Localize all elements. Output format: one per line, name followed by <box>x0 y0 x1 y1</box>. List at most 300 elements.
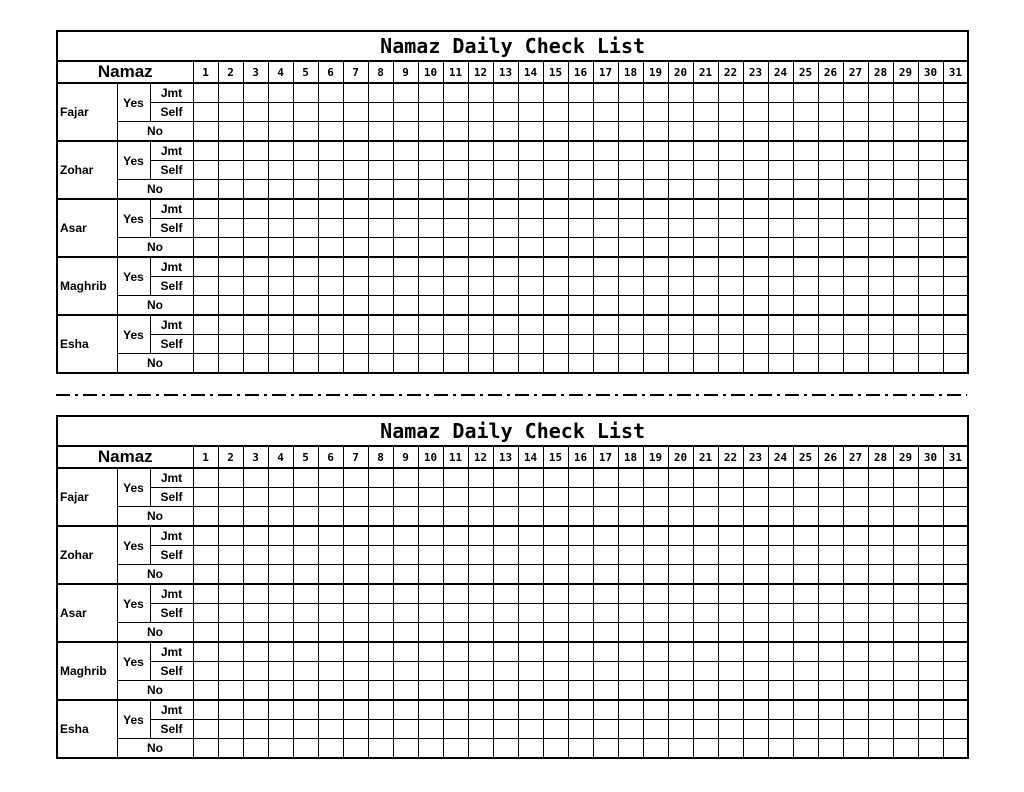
check-cell-self[interactable] <box>343 662 368 681</box>
check-cell-self[interactable] <box>618 335 643 354</box>
check-cell-no[interactable] <box>618 354 643 374</box>
check-cell-no[interactable] <box>793 296 818 316</box>
check-cell-no[interactable] <box>443 565 468 585</box>
check-cell-self[interactable] <box>793 277 818 296</box>
check-cell-no[interactable] <box>843 681 868 701</box>
check-cell-jmt[interactable] <box>943 700 968 720</box>
check-cell-self[interactable] <box>268 277 293 296</box>
check-cell-no[interactable] <box>868 238 893 258</box>
check-cell-jmt[interactable] <box>868 584 893 604</box>
check-cell-self[interactable] <box>268 488 293 507</box>
check-cell-jmt[interactable] <box>243 584 268 604</box>
check-cell-no[interactable] <box>618 681 643 701</box>
check-cell-jmt[interactable] <box>318 257 343 277</box>
check-cell-no[interactable] <box>193 507 218 527</box>
check-cell-no[interactable] <box>568 354 593 374</box>
check-cell-self[interactable] <box>768 335 793 354</box>
check-cell-jmt[interactable] <box>768 199 793 219</box>
check-cell-self[interactable] <box>468 103 493 122</box>
check-cell-no[interactable] <box>643 238 668 258</box>
check-cell-no[interactable] <box>218 739 243 759</box>
check-cell-no[interactable] <box>493 180 518 200</box>
check-cell-jmt[interactable] <box>818 141 843 161</box>
check-cell-self[interactable] <box>768 546 793 565</box>
check-cell-no[interactable] <box>918 739 943 759</box>
check-cell-self[interactable] <box>393 720 418 739</box>
check-cell-self[interactable] <box>243 161 268 180</box>
check-cell-jmt[interactable] <box>668 199 693 219</box>
check-cell-no[interactable] <box>318 354 343 374</box>
check-cell-self[interactable] <box>668 219 693 238</box>
check-cell-self[interactable] <box>868 277 893 296</box>
check-cell-jmt[interactable] <box>718 700 743 720</box>
check-cell-jmt[interactable] <box>418 257 443 277</box>
check-cell-no[interactable] <box>318 296 343 316</box>
check-cell-self[interactable] <box>293 335 318 354</box>
check-cell-self[interactable] <box>843 277 868 296</box>
check-cell-jmt[interactable] <box>443 700 468 720</box>
check-cell-no[interactable] <box>243 180 268 200</box>
check-cell-self[interactable] <box>518 488 543 507</box>
check-cell-no[interactable] <box>743 296 768 316</box>
check-cell-self[interactable] <box>218 720 243 739</box>
check-cell-no[interactable] <box>643 739 668 759</box>
check-cell-jmt[interactable] <box>618 700 643 720</box>
check-cell-self[interactable] <box>943 219 968 238</box>
check-cell-no[interactable] <box>743 122 768 142</box>
check-cell-no[interactable] <box>343 238 368 258</box>
check-cell-self[interactable] <box>618 662 643 681</box>
check-cell-self[interactable] <box>468 219 493 238</box>
check-cell-self[interactable] <box>218 546 243 565</box>
check-cell-self[interactable] <box>718 219 743 238</box>
check-cell-jmt[interactable] <box>768 315 793 335</box>
check-cell-jmt[interactable] <box>568 468 593 488</box>
check-cell-jmt[interactable] <box>218 83 243 103</box>
check-cell-jmt[interactable] <box>343 642 368 662</box>
check-cell-jmt[interactable] <box>493 199 518 219</box>
check-cell-no[interactable] <box>518 739 543 759</box>
check-cell-jmt[interactable] <box>793 315 818 335</box>
check-cell-self[interactable] <box>693 546 718 565</box>
check-cell-self[interactable] <box>618 219 643 238</box>
check-cell-no[interactable] <box>593 354 618 374</box>
check-cell-jmt[interactable] <box>568 642 593 662</box>
check-cell-self[interactable] <box>343 488 368 507</box>
check-cell-self[interactable] <box>218 488 243 507</box>
check-cell-self[interactable] <box>243 277 268 296</box>
check-cell-no[interactable] <box>793 238 818 258</box>
check-cell-self[interactable] <box>393 546 418 565</box>
check-cell-no[interactable] <box>718 238 743 258</box>
check-cell-no[interactable] <box>693 180 718 200</box>
check-cell-no[interactable] <box>543 681 568 701</box>
check-cell-self[interactable] <box>518 335 543 354</box>
check-cell-jmt[interactable] <box>393 141 418 161</box>
check-cell-self[interactable] <box>218 335 243 354</box>
check-cell-no[interactable] <box>368 507 393 527</box>
check-cell-no[interactable] <box>818 623 843 643</box>
check-cell-no[interactable] <box>243 623 268 643</box>
check-cell-no[interactable] <box>643 681 668 701</box>
check-cell-self[interactable] <box>918 103 943 122</box>
check-cell-self[interactable] <box>543 219 568 238</box>
check-cell-jmt[interactable] <box>418 642 443 662</box>
check-cell-jmt[interactable] <box>818 315 843 335</box>
check-cell-jmt[interactable] <box>943 642 968 662</box>
check-cell-self[interactable] <box>668 546 693 565</box>
check-cell-no[interactable] <box>743 180 768 200</box>
check-cell-no[interactable] <box>593 681 618 701</box>
check-cell-self[interactable] <box>543 546 568 565</box>
check-cell-jmt[interactable] <box>543 642 568 662</box>
check-cell-no[interactable] <box>493 238 518 258</box>
check-cell-self[interactable] <box>843 546 868 565</box>
check-cell-jmt[interactable] <box>543 700 568 720</box>
check-cell-no[interactable] <box>893 507 918 527</box>
check-cell-no[interactable] <box>543 238 568 258</box>
check-cell-jmt[interactable] <box>568 141 593 161</box>
check-cell-no[interactable] <box>468 623 493 643</box>
check-cell-no[interactable] <box>718 565 743 585</box>
check-cell-jmt[interactable] <box>218 526 243 546</box>
check-cell-jmt[interactable] <box>843 700 868 720</box>
check-cell-self[interactable] <box>243 720 268 739</box>
check-cell-no[interactable] <box>568 238 593 258</box>
check-cell-no[interactable] <box>893 122 918 142</box>
check-cell-no[interactable] <box>418 681 443 701</box>
check-cell-self[interactable] <box>568 604 593 623</box>
check-cell-no[interactable] <box>768 623 793 643</box>
check-cell-jmt[interactable] <box>718 83 743 103</box>
check-cell-no[interactable] <box>868 507 893 527</box>
check-cell-no[interactable] <box>343 739 368 759</box>
check-cell-self[interactable] <box>368 662 393 681</box>
check-cell-jmt[interactable] <box>493 642 518 662</box>
check-cell-jmt[interactable] <box>493 257 518 277</box>
check-cell-self[interactable] <box>193 335 218 354</box>
check-cell-jmt[interactable] <box>268 199 293 219</box>
check-cell-no[interactable] <box>343 354 368 374</box>
check-cell-self[interactable] <box>918 662 943 681</box>
check-cell-jmt[interactable] <box>343 468 368 488</box>
check-cell-self[interactable] <box>718 335 743 354</box>
check-cell-no[interactable] <box>218 681 243 701</box>
check-cell-jmt[interactable] <box>568 526 593 546</box>
check-cell-jmt[interactable] <box>568 315 593 335</box>
check-cell-jmt[interactable] <box>518 700 543 720</box>
check-cell-self[interactable] <box>743 161 768 180</box>
check-cell-no[interactable] <box>293 565 318 585</box>
check-cell-self[interactable] <box>893 335 918 354</box>
check-cell-no[interactable] <box>468 681 493 701</box>
check-cell-self[interactable] <box>718 488 743 507</box>
check-cell-no[interactable] <box>868 122 893 142</box>
check-cell-self[interactable] <box>193 546 218 565</box>
check-cell-no[interactable] <box>593 565 618 585</box>
check-cell-no[interactable] <box>768 180 793 200</box>
check-cell-jmt[interactable] <box>693 257 718 277</box>
check-cell-no[interactable] <box>218 238 243 258</box>
check-cell-self[interactable] <box>343 103 368 122</box>
check-cell-self[interactable] <box>518 546 543 565</box>
check-cell-self[interactable] <box>668 720 693 739</box>
check-cell-no[interactable] <box>618 739 643 759</box>
check-cell-jmt[interactable] <box>368 468 393 488</box>
check-cell-self[interactable] <box>568 662 593 681</box>
check-cell-no[interactable] <box>768 122 793 142</box>
check-cell-jmt[interactable] <box>368 141 393 161</box>
check-cell-self[interactable] <box>668 604 693 623</box>
check-cell-self[interactable] <box>468 662 493 681</box>
check-cell-no[interactable] <box>818 681 843 701</box>
check-cell-no[interactable] <box>918 565 943 585</box>
check-cell-no[interactable] <box>218 122 243 142</box>
check-cell-jmt[interactable] <box>693 700 718 720</box>
check-cell-self[interactable] <box>843 720 868 739</box>
check-cell-self[interactable] <box>818 546 843 565</box>
check-cell-jmt[interactable] <box>193 526 218 546</box>
check-cell-no[interactable] <box>293 354 318 374</box>
check-cell-jmt[interactable] <box>643 83 668 103</box>
check-cell-jmt[interactable] <box>793 468 818 488</box>
check-cell-jmt[interactable] <box>818 526 843 546</box>
check-cell-no[interactable] <box>218 565 243 585</box>
check-cell-jmt[interactable] <box>943 141 968 161</box>
check-cell-jmt[interactable] <box>943 584 968 604</box>
check-cell-jmt[interactable] <box>193 199 218 219</box>
check-cell-jmt[interactable] <box>618 199 643 219</box>
check-cell-self[interactable] <box>193 103 218 122</box>
check-cell-no[interactable] <box>918 507 943 527</box>
check-cell-self[interactable] <box>793 488 818 507</box>
check-cell-self[interactable] <box>243 335 268 354</box>
check-cell-no[interactable] <box>743 681 768 701</box>
check-cell-no[interactable] <box>243 354 268 374</box>
check-cell-jmt[interactable] <box>818 83 843 103</box>
check-cell-self[interactable] <box>218 277 243 296</box>
check-cell-jmt[interactable] <box>268 526 293 546</box>
check-cell-no[interactable] <box>893 238 918 258</box>
check-cell-jmt[interactable] <box>468 257 493 277</box>
check-cell-no[interactable] <box>693 122 718 142</box>
check-cell-no[interactable] <box>268 296 293 316</box>
check-cell-jmt[interactable] <box>243 199 268 219</box>
check-cell-jmt[interactable] <box>368 257 393 277</box>
check-cell-no[interactable] <box>818 180 843 200</box>
check-cell-self[interactable] <box>268 604 293 623</box>
check-cell-no[interactable] <box>768 565 793 585</box>
check-cell-self[interactable] <box>918 219 943 238</box>
check-cell-jmt[interactable] <box>893 584 918 604</box>
check-cell-no[interactable] <box>218 180 243 200</box>
check-cell-self[interactable] <box>943 488 968 507</box>
check-cell-no[interactable] <box>693 565 718 585</box>
check-cell-self[interactable] <box>843 604 868 623</box>
check-cell-self[interactable] <box>393 219 418 238</box>
check-cell-no[interactable] <box>268 122 293 142</box>
check-cell-jmt[interactable] <box>643 199 668 219</box>
check-cell-no[interactable] <box>518 623 543 643</box>
check-cell-jmt[interactable] <box>443 315 468 335</box>
check-cell-self[interactable] <box>543 720 568 739</box>
check-cell-jmt[interactable] <box>343 141 368 161</box>
check-cell-no[interactable] <box>193 681 218 701</box>
check-cell-no[interactable] <box>418 739 443 759</box>
check-cell-no[interactable] <box>593 238 618 258</box>
check-cell-jmt[interactable] <box>668 526 693 546</box>
check-cell-jmt[interactable] <box>693 584 718 604</box>
check-cell-self[interactable] <box>793 662 818 681</box>
check-cell-no[interactable] <box>568 623 593 643</box>
check-cell-self[interactable] <box>693 335 718 354</box>
check-cell-jmt[interactable] <box>693 83 718 103</box>
check-cell-no[interactable] <box>193 354 218 374</box>
check-cell-jmt[interactable] <box>618 584 643 604</box>
check-cell-no[interactable] <box>368 122 393 142</box>
check-cell-no[interactable] <box>493 623 518 643</box>
check-cell-self[interactable] <box>643 161 668 180</box>
check-cell-self[interactable] <box>343 161 368 180</box>
check-cell-jmt[interactable] <box>718 468 743 488</box>
check-cell-no[interactable] <box>643 354 668 374</box>
check-cell-jmt[interactable] <box>218 700 243 720</box>
check-cell-no[interactable] <box>393 238 418 258</box>
check-cell-self[interactable] <box>368 604 393 623</box>
check-cell-no[interactable] <box>318 623 343 643</box>
check-cell-jmt[interactable] <box>193 642 218 662</box>
check-cell-jmt[interactable] <box>243 315 268 335</box>
check-cell-no[interactable] <box>768 354 793 374</box>
check-cell-jmt[interactable] <box>593 526 618 546</box>
check-cell-jmt[interactable] <box>918 584 943 604</box>
check-cell-jmt[interactable] <box>218 468 243 488</box>
check-cell-jmt[interactable] <box>668 257 693 277</box>
check-cell-self[interactable] <box>443 488 468 507</box>
check-cell-jmt[interactable] <box>343 315 368 335</box>
check-cell-jmt[interactable] <box>418 584 443 604</box>
check-cell-jmt[interactable] <box>668 700 693 720</box>
check-cell-no[interactable] <box>718 739 743 759</box>
check-cell-jmt[interactable] <box>193 700 218 720</box>
check-cell-no[interactable] <box>193 180 218 200</box>
check-cell-no[interactable] <box>343 681 368 701</box>
check-cell-jmt[interactable] <box>393 83 418 103</box>
check-cell-self[interactable] <box>418 161 443 180</box>
check-cell-no[interactable] <box>543 180 568 200</box>
check-cell-self[interactable] <box>868 720 893 739</box>
check-cell-jmt[interactable] <box>543 584 568 604</box>
check-cell-jmt[interactable] <box>393 199 418 219</box>
check-cell-self[interactable] <box>693 604 718 623</box>
check-cell-jmt[interactable] <box>393 700 418 720</box>
check-cell-self[interactable] <box>893 219 918 238</box>
check-cell-self[interactable] <box>718 662 743 681</box>
check-cell-no[interactable] <box>943 681 968 701</box>
check-cell-self[interactable] <box>193 720 218 739</box>
check-cell-no[interactable] <box>318 238 343 258</box>
check-cell-jmt[interactable] <box>868 141 893 161</box>
check-cell-no[interactable] <box>868 180 893 200</box>
check-cell-jmt[interactable] <box>418 83 443 103</box>
check-cell-jmt[interactable] <box>393 468 418 488</box>
check-cell-self[interactable] <box>818 488 843 507</box>
check-cell-self[interactable] <box>368 546 393 565</box>
check-cell-jmt[interactable] <box>368 642 393 662</box>
check-cell-self[interactable] <box>318 277 343 296</box>
check-cell-jmt[interactable] <box>818 584 843 604</box>
check-cell-self[interactable] <box>293 720 318 739</box>
check-cell-no[interactable] <box>668 354 693 374</box>
check-cell-self[interactable] <box>868 103 893 122</box>
check-cell-no[interactable] <box>293 507 318 527</box>
check-cell-self[interactable] <box>843 161 868 180</box>
check-cell-jmt[interactable] <box>493 83 518 103</box>
check-cell-jmt[interactable] <box>843 526 868 546</box>
check-cell-jmt[interactable] <box>193 584 218 604</box>
check-cell-no[interactable] <box>893 565 918 585</box>
check-cell-no[interactable] <box>868 739 893 759</box>
check-cell-self[interactable] <box>668 161 693 180</box>
check-cell-self[interactable] <box>368 219 393 238</box>
check-cell-self[interactable] <box>868 604 893 623</box>
check-cell-jmt[interactable] <box>318 526 343 546</box>
check-cell-jmt[interactable] <box>568 83 593 103</box>
check-cell-jmt[interactable] <box>893 526 918 546</box>
check-cell-jmt[interactable] <box>868 468 893 488</box>
check-cell-no[interactable] <box>318 180 343 200</box>
check-cell-self[interactable] <box>518 604 543 623</box>
check-cell-self[interactable] <box>493 662 518 681</box>
check-cell-no[interactable] <box>543 122 568 142</box>
check-cell-no[interactable] <box>343 623 368 643</box>
check-cell-jmt[interactable] <box>918 141 943 161</box>
check-cell-jmt[interactable] <box>618 257 643 277</box>
check-cell-jmt[interactable] <box>843 199 868 219</box>
check-cell-self[interactable] <box>468 546 493 565</box>
check-cell-self[interactable] <box>618 161 643 180</box>
check-cell-jmt[interactable] <box>293 584 318 604</box>
check-cell-self[interactable] <box>643 604 668 623</box>
check-cell-no[interactable] <box>593 507 618 527</box>
check-cell-no[interactable] <box>668 238 693 258</box>
check-cell-self[interactable] <box>743 335 768 354</box>
check-cell-no[interactable] <box>368 180 393 200</box>
check-cell-self[interactable] <box>743 488 768 507</box>
check-cell-jmt[interactable] <box>643 315 668 335</box>
check-cell-jmt[interactable] <box>393 257 418 277</box>
check-cell-self[interactable] <box>343 546 368 565</box>
check-cell-no[interactable] <box>743 623 768 643</box>
check-cell-self[interactable] <box>693 662 718 681</box>
check-cell-jmt[interactable] <box>418 315 443 335</box>
check-cell-jmt[interactable] <box>718 315 743 335</box>
check-cell-self[interactable] <box>718 277 743 296</box>
check-cell-jmt[interactable] <box>718 141 743 161</box>
check-cell-no[interactable] <box>743 354 768 374</box>
check-cell-no[interactable] <box>668 296 693 316</box>
check-cell-self[interactable] <box>743 720 768 739</box>
check-cell-self[interactable] <box>768 662 793 681</box>
check-cell-jmt[interactable] <box>868 315 893 335</box>
check-cell-self[interactable] <box>943 335 968 354</box>
check-cell-self[interactable] <box>868 662 893 681</box>
check-cell-self[interactable] <box>868 219 893 238</box>
check-cell-no[interactable] <box>643 623 668 643</box>
check-cell-no[interactable] <box>618 507 643 527</box>
check-cell-jmt[interactable] <box>818 199 843 219</box>
check-cell-self[interactable] <box>543 488 568 507</box>
